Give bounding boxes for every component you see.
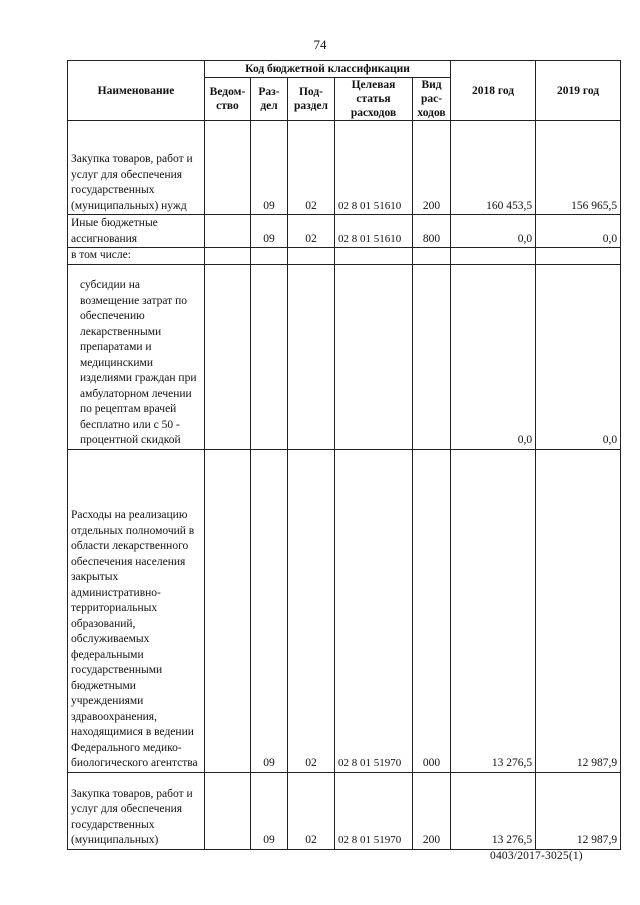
row-vr: 200 [413,121,451,215]
table-row [68,449,621,772]
row-vedomstvo [205,121,251,215]
row-2018: 0,0 [451,264,536,449]
row-2018: 0,0 [451,215,536,248]
table-row [68,121,621,215]
header-vedomstvo: Ведом-ство [205,78,251,121]
row-vr [413,264,451,449]
row-csr: 02 8 01 51970 [335,449,413,772]
header-row-1 [68,61,621,78]
row-vr: 800 [413,215,451,248]
row-name: в том числе: [68,248,205,265]
row-podrazdel: 02 [288,449,335,772]
row-vedomstvo [205,215,251,248]
row-2019: 12 987,9 [536,772,621,849]
row-podrazdel [288,264,335,449]
row-csr [335,264,413,449]
table-row [68,772,621,849]
header-razdel: Раз-дел [251,78,288,121]
header-2019: 2019 год [536,61,621,121]
header-name: Наименование [68,61,205,121]
row-podrazdel: 02 [288,215,335,248]
row-2018: 160 453,5 [451,121,536,215]
table-row [68,215,621,248]
header-vr: Вид рас-ходов [413,78,451,121]
row-2019 [536,248,621,265]
row-podrazdel: 02 [288,772,335,849]
row-vedomstvo [205,264,251,449]
row-2018: 13 276,5 [451,772,536,849]
header-group: Код бюджетной классификации [205,61,451,78]
row-csr: 02 8 01 51610 [335,215,413,248]
row-name: Иные бюджетные ассигнования [68,215,205,248]
row-2019: 12 987,9 [536,449,621,772]
row-2019: 0,0 [536,215,621,248]
row-csr: 02 8 01 51970 [335,772,413,849]
row-podrazdel: 02 [288,121,335,215]
row-vr: 200 [413,772,451,849]
row-csr [335,248,413,265]
row-2018 [451,248,536,265]
row-name: Закупка товаров, работ и услуг для обеспечения государственных (муниципальных) нужд [68,121,205,215]
row-2018: 13 276,5 [451,449,536,772]
row-razdel: 09 [251,121,288,215]
row-name: Расходы на реализацию отдельных полномочий в области лекарственного обеспечения населения закрытых административно-территориальных образований, обслуживаемых федеральными государственными бюджетными учреждениями здравоохранения, находящимися в ведении Федерального медико-биологического агентства [68,449,205,772]
row-razdel [251,248,288,265]
row-razdel: 09 [251,215,288,248]
header-podrazdel: Под-раздел [288,78,335,121]
row-vedomstvo [205,248,251,265]
row-razdel: 09 [251,449,288,772]
row-name: субсидии на возмещение затрат по обеспечению лекарственными препаратами и медицинскими изделиями граждан при амбулаторном лечении по рецептам врачей бесплатно или с 50 - процентной скидкой [68,264,205,449]
row-csr: 02 8 01 51610 [335,121,413,215]
row-vedomstvo [205,772,251,849]
row-podrazdel [288,248,335,265]
row-vr: 000 [413,449,451,772]
budget-table [67,60,621,850]
row-2019: 0,0 [536,264,621,449]
row-razdel: 09 [251,772,288,849]
row-2019: 156 965,5 [536,121,621,215]
page-number: 74 [313,37,327,52]
row-name: Закупка товаров, работ и услуг для обеспечения государственных (муниципальных) [68,772,205,849]
row-razdel [251,264,288,449]
row-vedomstvo [205,449,251,772]
table-row [68,264,621,449]
table-row [68,248,621,265]
header-2018: 2018 год [451,61,536,121]
document-code: 0403/2017-3025(1) [490,850,583,862]
header-csr: Целевая статья расходов [335,78,413,121]
row-vr [413,248,451,265]
